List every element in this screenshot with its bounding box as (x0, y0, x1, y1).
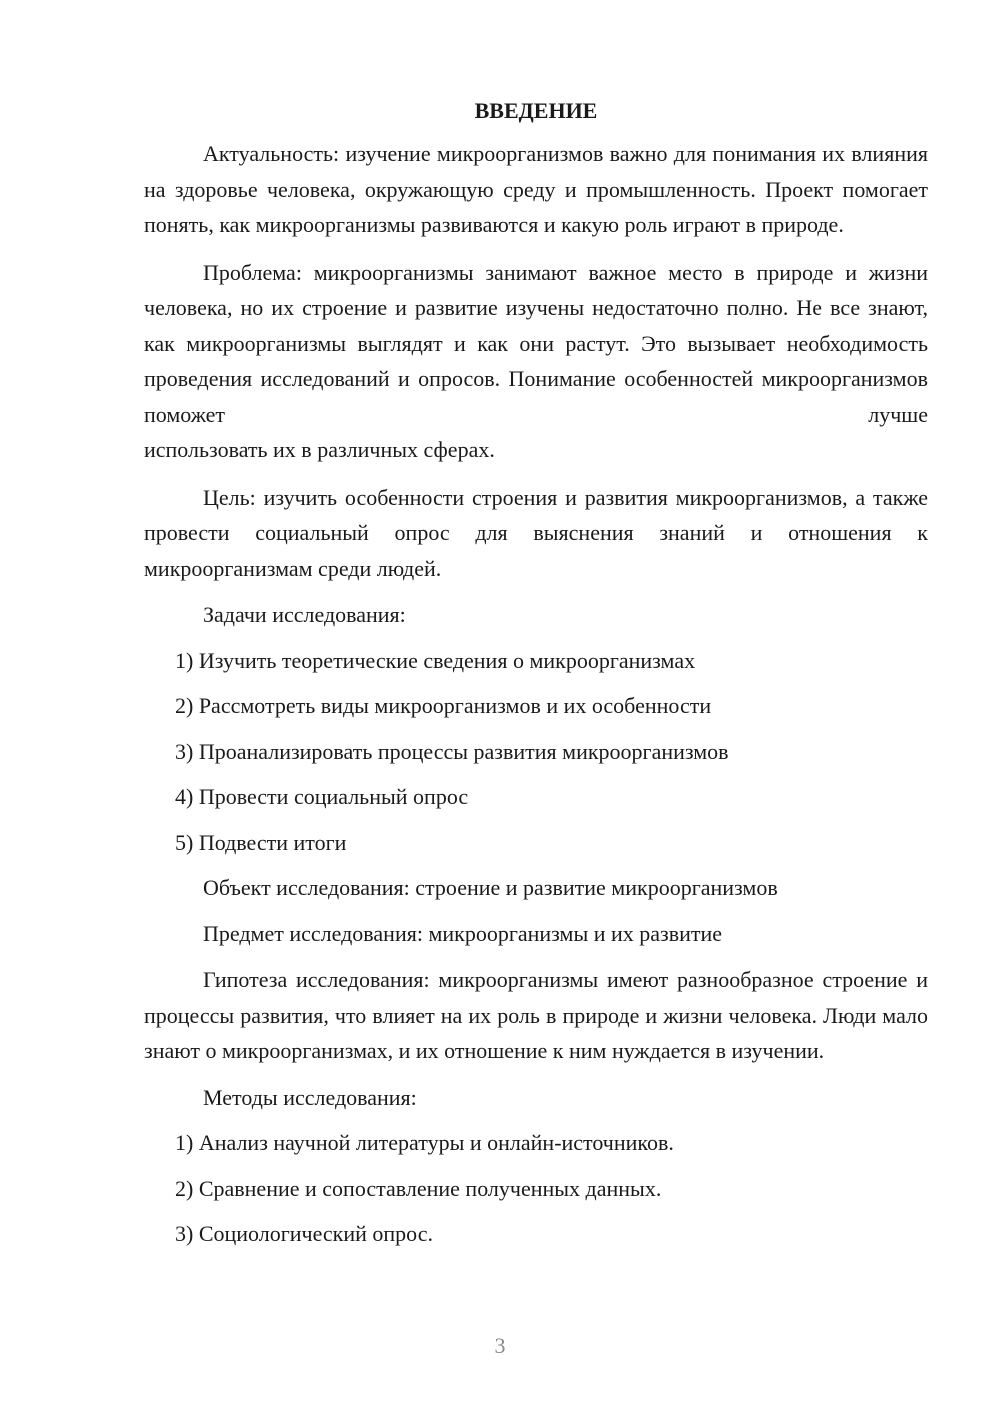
task-item: 1) Изучить теоретические сведения о микроорганизмах (175, 647, 696, 673)
subject-line: Предмет исследования: микроорганизмы и их развитие (203, 920, 723, 946)
task-item: 3) Проанализировать процессы развития микроорганизмов (175, 738, 729, 764)
task-item: 4) Провести социальный опрос (175, 784, 469, 809)
goal-paragraph: Цель: изучить особенности строения и развития микроорганизмов, а также провести социальный опрос для выяснения знаний и отношения к микроорганизмам среди людей. (144, 484, 928, 581)
task-item: 5) Подвести итоги (175, 829, 347, 855)
method-item: 1) Анализ научной литературы и онлайн-источников. (175, 1130, 674, 1155)
problem-paragraph: Проблема: микроорганизмы занимают важное место в природе и жизни человека, но их строение и развитие изучены недостаточно полно. Не все знают, как микроорганизмы выглядят и как они растут. Это вызывает необходимость проведения исследований и опросов. Понимание особенностей микроорганизмов поможет лучше (144, 259, 928, 427)
method-item: 3) Социологический опрос. (175, 1221, 433, 1246)
methods-heading: Методы исследования: (203, 1084, 417, 1110)
task-item: 2) Рассмотреть виды микроорганизмов и их особенности (175, 693, 712, 718)
method-item: 2) Сравнение и сопоставление полученных данных. (175, 1175, 662, 1201)
object-line: Объект исследования: строение и развитие микроорганизмов (203, 875, 778, 900)
document-page (144, 96, 928, 1263)
section-title: ВВЕДЕНИЕ (474, 98, 598, 123)
tasks-heading: Задачи исследования: (203, 602, 406, 627)
problem-paragraph-end: использовать их в различных сферах. (144, 437, 495, 462)
hypothesis-paragraph: Гипотеза исследования: микроорганизмы имеют разнообразное строение и процессы развития, что влияет на их роль в природе и жизни человека. Люди мало знают о микроорганизмах, и их отношение к ним нуждается в изучении. (144, 967, 928, 1063)
page-number: 3 (494, 1333, 506, 1358)
relevance-paragraph: Актуальность: изучение микроорганизмов важно для понимания их влияния на здоровье человека, окружающую среду и промышленность. Проект помогает понять, как микроорганизмы развиваются и какую роль играют в природе. (144, 141, 928, 237)
